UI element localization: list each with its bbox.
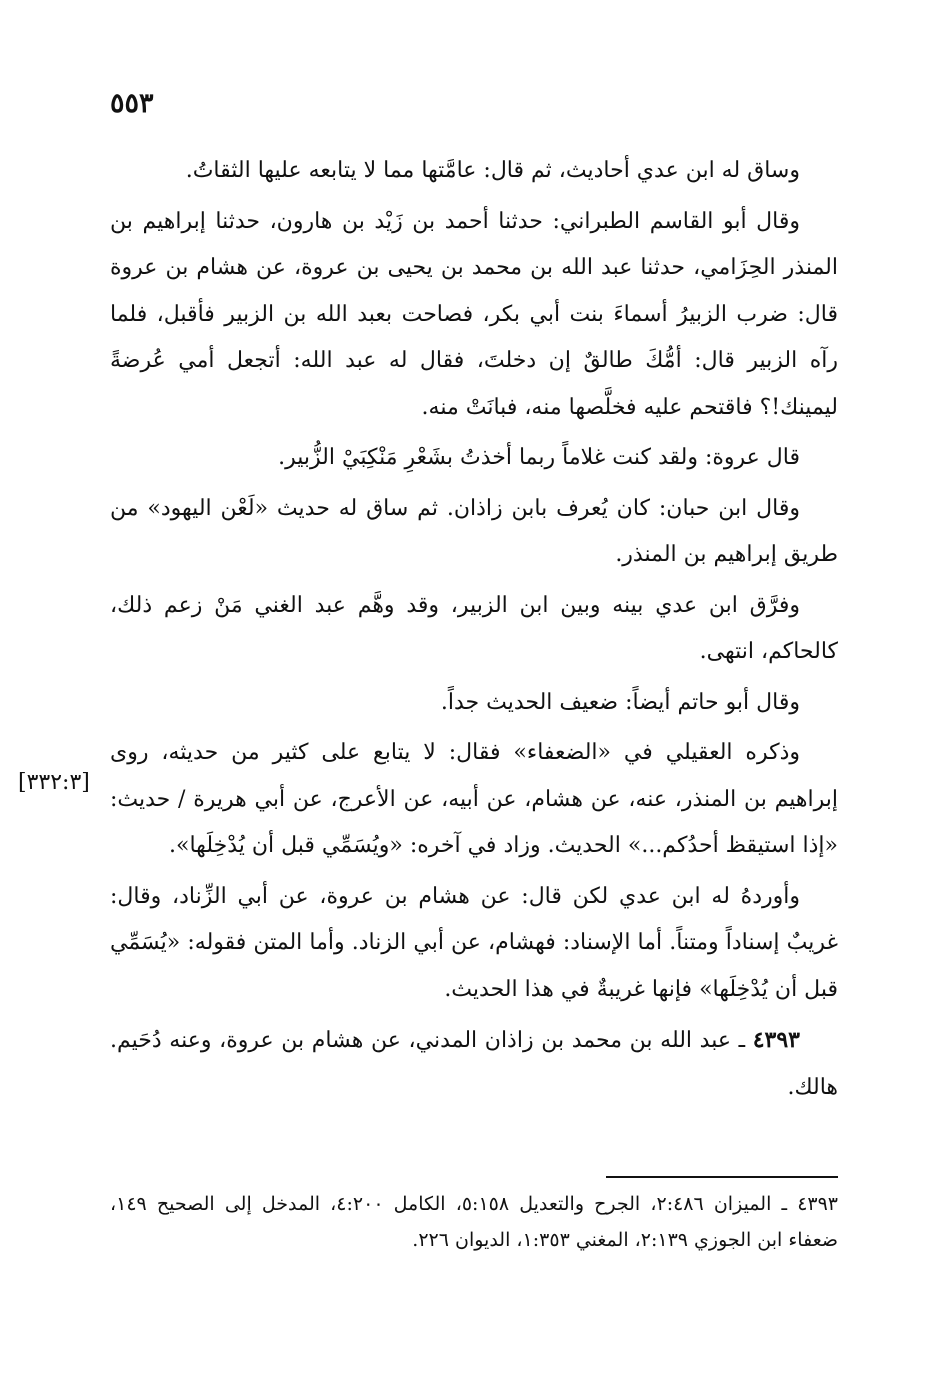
paragraph-6: وقال أبو حاتم أيضاً: ضعيف الحديث جداً. — [440, 689, 800, 715]
entry-text: عبد الله بن محمد بن زاذان المدني، عن هشام بن عروة، وعنه دُحَيم. هالك. — [110, 1028, 838, 1100]
margin-reference: [٣٣٢:٣] — [18, 770, 90, 795]
paragraph-4: وقال ابن حبان: كان يُعرف بابن زاذان. ثم ساق له حديث «لَعْن اليهود» من طريق إبراهيم بن المنذر. — [110, 495, 838, 567]
paragraph-2: وقال أبو القاسم الطبراني: حدثنا أحمد بن زَيْد بن هارون، حدثنا إبراهيم بن المنذر الحِزَامي، حدثنا عبد الله بن محمد بن يحيى بن عروة، عن هشام بن عروة قال: ضرب الزبيرُ أسماءَ بنت أبي بكر، فصاحت بعبد الله بن الزبير فأقبل، فلما رآه الزبير قال: أمُّكَ طالقٌ إن دخلتَ، فقال له عبد الله: أتجعل أمي عُرضةً ليمينك!؟ فاقتحم عليه فخلَّصها منه، فبانَتْ منه. — [110, 208, 838, 420]
paragraph-3: قال عروة: ولقد كنت غلاماً ربما أخذتُ بشَعْرِ مَنْكِبَيْ الزُّبير. — [278, 445, 800, 470]
footnote — [110, 1186, 838, 1258]
document-page — [18, 0, 839, 1378]
paragraph-1: وساق له ابن عدي أحاديث، ثم قال: عامَّتها مما لا يتابعه عليها الثقاتُ. — [185, 158, 800, 183]
entry-dash: ـ — [731, 1028, 753, 1053]
entry-paragraph — [110, 1017, 838, 1111]
paragraph-5: وفرَّق ابن عدي بينه وبين ابن الزبير، وقد وهَّم عبد الغني مَنْ زعم ذلك، كالحاكم، انتهى. — [110, 592, 838, 664]
paragraph-8: وأوردهُ له ابن عدي لكن قال: عن هشام بن عروة، عن أبي الزِّناد، وقال: غريبٌ إسناداً ومتناً. أما الإسناد: فهشام، عن أبي الزناد. وأما المتن فقوله: «يُسَمِّي قبل أن يُدْخِلَها» فإنها غريبةٌ في هذا الحديث. — [110, 883, 838, 1002]
body-text — [110, 148, 838, 1115]
footnote-divider — [606, 1176, 838, 1178]
footnote-text: ٤٣٩٣ ـ الميزان ٢:٤٨٦، الجرح والتعديل ٥:١٥٨، الكامل ٤:٢٠٠، المدخل إلى الصحيح ١٤٩، ضعفاء ابن الجوزي ٢:١٣٩، المغني ١:٣٥٣، الديوان ٢٢٦. — [110, 1193, 839, 1251]
paragraph-7: وذكره العقيلي في «الضعفاء» فقال: لا يتابع على كثير من حديثه، روى إبراهيم بن المنذر، عنه، عن هشام، عن أبيه، عن الأعرج، عن أبي هريرة / حديث: «إذا استيقظ أحدُكم...» الحديث. وزاد في آخره: «ويُسَمِّي قبل أن يُدْخِلَها». — [110, 740, 838, 858]
entry-number: ٤٣٩٣ — [752, 1027, 800, 1053]
page-number: ٥٥٣ — [110, 88, 154, 119]
